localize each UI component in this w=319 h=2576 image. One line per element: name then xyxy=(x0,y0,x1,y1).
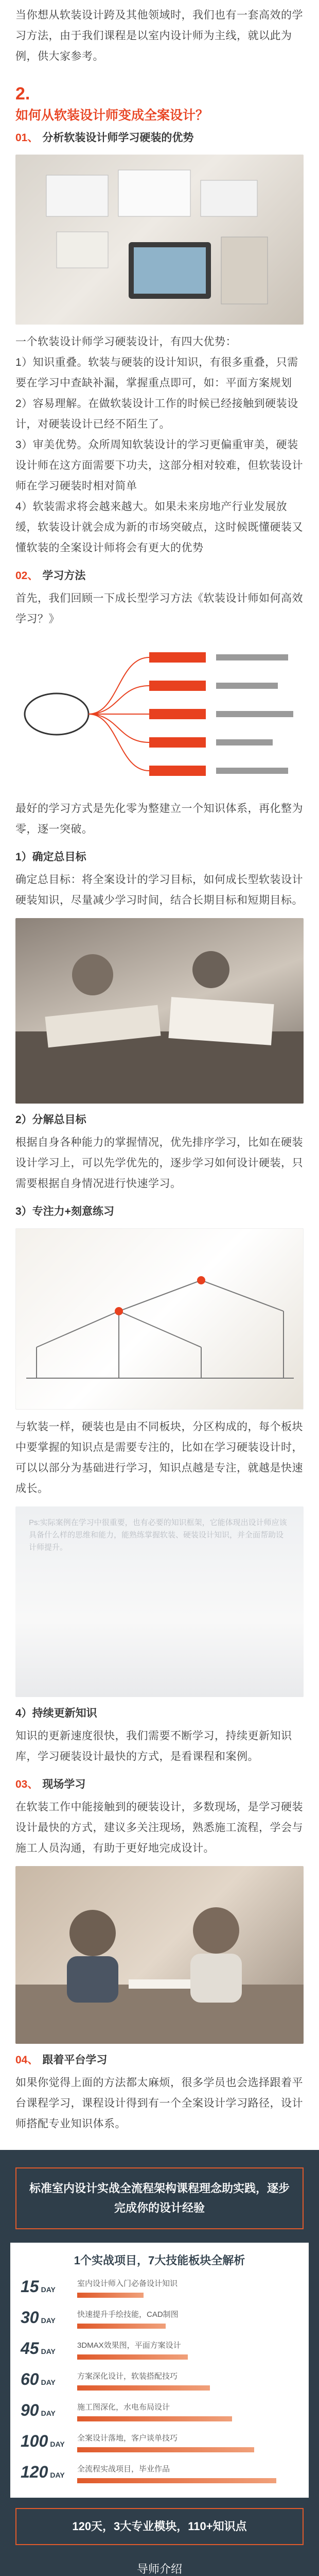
timeline-row xyxy=(10,2272,309,2303)
timeline-row xyxy=(10,2427,309,2458)
timeline-items xyxy=(77,2370,298,2391)
subheading-label: 分析软装设计师学习硬装的优势 xyxy=(42,132,194,144)
timeline-row xyxy=(10,2365,309,2396)
blurred-text: Ps:实际案例在学习中很重要，也有必要的知识框架，它能体现出设计师应该具备什么样的思维和能力，能熟练掌握软装、硬装设计知识，并全面帮助设计师提升。 xyxy=(29,1518,287,1552)
paragraph-8: 根据自身各种能力的掌握情况，优先排序学习，比如在硬装设计学习上，可以先学优先的，逐步学习如何设计硬装，只需要根据自身情况进行快速学习。 xyxy=(15,1137,303,1190)
intro-paragraph: 当你想从软装设计跨及其他领域时，我们也有一套高效的学习方法，由于我们课程是以室内设计师为主线，就以此为例，供大家参考。 xyxy=(15,9,303,62)
subheading-method xyxy=(15,567,304,585)
timeline-row xyxy=(10,2458,309,2488)
sketch-illustration xyxy=(15,1228,304,1410)
paragraph-4: 3）审美优势。众所周知软装设计的学习更偏重审美，硬装设计师在这方面需要下功夫，这部分相对较难，但软装设计师在学习硬装时相对简单 xyxy=(15,439,303,492)
paragraph-11: 在软装工作中能接触到的硬装设计，多数现场，是学习硬装设计最快的方式，建议多关注现场，熟悉施工流程，学会与施工人员沟通，有助于更好地完成设计。 xyxy=(15,1801,303,1854)
timeline-row xyxy=(10,2334,309,2365)
timeline-items xyxy=(77,2463,298,2483)
step-1-heading: 1）确定总目标 xyxy=(15,851,86,863)
paragraph-12: 如果你觉得上面的方法都太麻烦，很多学员也会选择跟着平台课程学习，课程设计得到有一个全案设计学习路径，设计师搭配专业知识体系。 xyxy=(15,2077,303,2130)
timeline-day-unit: DAY xyxy=(41,2285,56,2294)
subheading-number: 02、 xyxy=(15,570,39,582)
paragraph-3: 2）容易理解。在做软装设计工作的时候已经接触到硬装设计，对硬装设计已经不陌生了。 xyxy=(15,398,298,430)
timeline-day xyxy=(21,2308,77,2327)
timeline-day xyxy=(21,2370,77,2389)
timeline-items xyxy=(77,2401,298,2421)
step-3-heading: 3）专注力+刻意练习 xyxy=(15,1206,114,1217)
office-photo xyxy=(15,155,304,325)
timeline-day xyxy=(21,2277,77,2296)
course-promo-banner[interactable] xyxy=(0,2150,319,2576)
subheading-label: 跟着平台学习 xyxy=(42,2054,108,2066)
paragraph-6: 首先，我们回顾一下成长型学习方法《软装设计师如何高效学习？》 xyxy=(15,592,303,625)
timeline-day-unit: DAY xyxy=(50,2471,65,2479)
timeline-items xyxy=(77,2308,298,2329)
timeline-row xyxy=(10,2303,309,2334)
promo-headline: 标准室内设计实战全流程架构课程理念助实践，逐步完成你的设计经验 xyxy=(15,2167,304,2229)
blurred-text-image xyxy=(15,1506,304,1697)
timeline-progress-bar xyxy=(77,2293,144,2298)
mindmap-caption: 最好的学习方式是先化零为整建立一个知识体系，再化整为零，逐一突破。 xyxy=(15,803,303,835)
timeline-row xyxy=(10,2396,309,2427)
timeline-day-number: 15 xyxy=(21,2277,39,2296)
timeline-day-number: 90 xyxy=(21,2401,39,2419)
timeline-day-number: 45 xyxy=(21,2339,39,2358)
subheading-platform xyxy=(15,2051,304,2070)
subheading-onsite xyxy=(15,1775,304,1794)
section-title: 如何从软装设计师变成全案设计？ xyxy=(15,108,209,123)
timeline-progress-bar xyxy=(77,2478,276,2483)
subheading-number: 04、 xyxy=(15,2054,39,2066)
paragraph-1: 一个软装设计师学习硬装设计，有四大优势： xyxy=(15,336,237,348)
subheading-label: 学习方法 xyxy=(42,570,86,582)
promo-summary: 120天，3大专业模块，110+知识点 xyxy=(15,2508,304,2545)
timeline-title: 1个实战项目，7大技能板块全解析 xyxy=(74,2254,245,2267)
office-illustration xyxy=(15,155,304,325)
timeline-day-unit: DAY xyxy=(41,2409,56,2417)
timeline-progress-bar xyxy=(77,2385,210,2391)
workspace-photo xyxy=(15,918,304,1104)
timeline-progress-bar xyxy=(77,2324,166,2329)
timeline-item: 施工图深化，水电布局设计 xyxy=(77,2403,170,2412)
timeline-day xyxy=(21,2463,77,2482)
mindmap-illustration xyxy=(15,637,304,791)
timeline-item: 方案深化设计，软装搭配技巧 xyxy=(77,2372,178,2381)
meeting-illustration xyxy=(15,1866,304,2044)
timeline-day-number: 60 xyxy=(21,2370,39,2388)
timeline-day-unit: DAY xyxy=(41,2316,56,2325)
timeline-items xyxy=(77,2432,298,2452)
subheading-number: 03、 xyxy=(15,1778,39,1790)
timeline-progress-bar xyxy=(77,2354,188,2360)
timeline-day-unit: DAY xyxy=(41,2347,56,2355)
paragraph-7: 确定总目标：将全案设计的学习目标，如何成长型软装设计硬装知识，尽量减少学习时间，结合长期目标和短期目标。 xyxy=(15,874,303,906)
paragraph-9: 与软装一样，硬装也是由不同板块，分区构成的，每个板块中要掌握的知识点是需要专注的，比如在学习硬装设计时，可以以部分为基础进行学习，知识点越是专注，就越是快速成长。 xyxy=(15,1421,303,1495)
section-number: 2. xyxy=(15,84,30,104)
workspace-illustration xyxy=(15,918,304,1104)
timeline-item: 全流程实战项目，毕业作品 xyxy=(77,2465,170,2473)
timeline-item: 快速提升手绘技能，CAD制图 xyxy=(77,2310,179,2319)
timeline-day xyxy=(21,2339,77,2358)
step-4-heading: 4）持续更新知识 xyxy=(15,1707,97,1719)
subheading-label: 现场学习 xyxy=(42,1778,86,1790)
timeline-progress-bar xyxy=(77,2447,254,2452)
timeline-items xyxy=(77,2277,298,2298)
paragraph-10: 知识的更新速度很快，我们需要不断学习，持续更新知识库，学习硬装设计最快的方式，是看课程和案例。 xyxy=(15,1730,292,1762)
timeline-items xyxy=(77,2339,298,2360)
promo-timeline-card xyxy=(10,2243,309,2498)
mindmap-diagram xyxy=(15,637,304,791)
timeline-day-number: 120 xyxy=(21,2463,48,2481)
paragraph-5: 4）软装需求将会越来越大。如果未来房地产行业发展放缓，软装设计就会成为新的市场突破点，这时候既懂硬装又懂软装的全案设计师将会有更大的优势 xyxy=(15,501,303,554)
paragraph-2: 1）知识重叠。软装与硬装的设计知识，有很多重叠，只需要在学习中查缺补漏，掌握重点即可，如：平面方案规划 xyxy=(15,357,298,389)
instructor-title: 导师介绍 xyxy=(136,2563,182,2575)
timeline-item: 3DMAX效果图，平面方案设计 xyxy=(77,2341,181,2350)
meeting-photo xyxy=(15,1866,304,2044)
subheading-number: 01、 xyxy=(15,132,39,144)
timeline xyxy=(10,2272,309,2488)
timeline-day xyxy=(21,2401,77,2420)
timeline-day-number: 100 xyxy=(21,2432,48,2450)
timeline-item: 室内设计师入门必备设计知识 xyxy=(77,2279,178,2288)
timeline-day xyxy=(21,2432,77,2451)
step-2-heading: 2）分解总目标 xyxy=(15,1114,86,1126)
timeline-progress-bar xyxy=(77,2416,232,2421)
timeline-day-unit: DAY xyxy=(41,2378,56,2386)
bridge-sketch xyxy=(16,1229,304,1409)
subheading-advantages xyxy=(15,129,304,147)
timeline-day-unit: DAY xyxy=(50,2440,65,2448)
timeline-day-number: 30 xyxy=(21,2308,39,2327)
timeline-item: 全案设计落地，客户谈单技巧 xyxy=(77,2434,178,2443)
